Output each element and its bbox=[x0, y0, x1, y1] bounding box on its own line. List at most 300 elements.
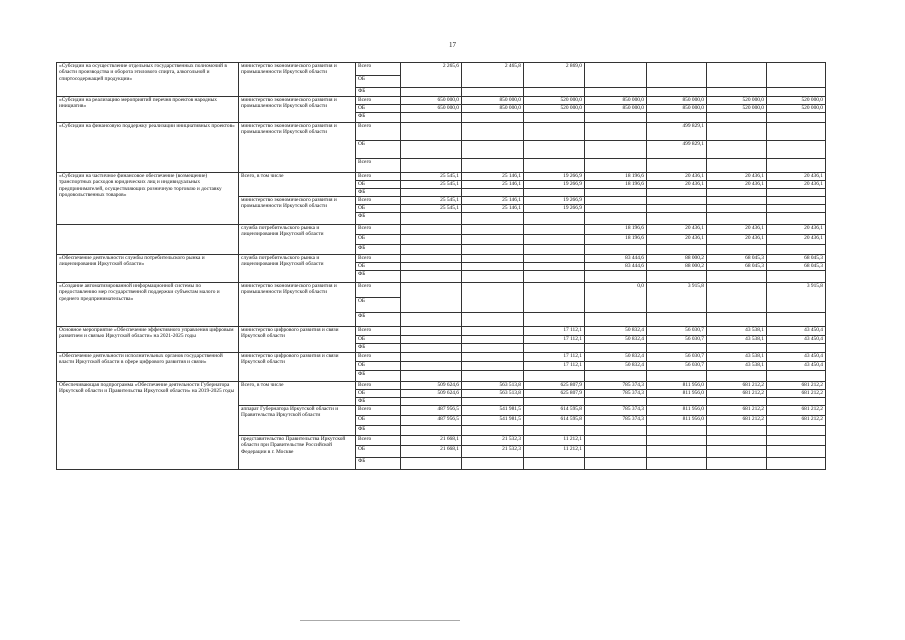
amount-cell-year-7: 681 212,2 bbox=[767, 416, 826, 426]
amount-cell-year-7 bbox=[767, 271, 826, 283]
amount-cell-year-3: 520 000,0 bbox=[524, 97, 585, 105]
measure-name-cell: «Обеспечение деятельности исполнительных органов государственной власти Иркутской области в сфере цифрового развития и связи» bbox=[57, 353, 239, 382]
funding-source-cell: ОБ bbox=[356, 141, 401, 159]
funding-source-cell: Всего bbox=[356, 197, 401, 205]
amount-cell-year-4 bbox=[585, 436, 647, 446]
amount-cell-year-4: 785 374,3 bbox=[585, 390, 647, 398]
amount-cell-year-3 bbox=[524, 371, 585, 382]
executor-cell: аппарат Губернатора Иркутской области и Правительства Иркутской области bbox=[239, 406, 356, 436]
table-row bbox=[57, 225, 826, 235]
amount-cell-year-2 bbox=[462, 159, 524, 173]
amount-cell-year-6: 520 000,0 bbox=[707, 97, 767, 105]
amount-cell-year-3 bbox=[524, 141, 585, 159]
amount-cell-year-3 bbox=[524, 123, 585, 141]
amount-cell-year-5 bbox=[647, 426, 707, 436]
amount-cell-year-1 bbox=[401, 426, 462, 436]
amount-cell-year-5 bbox=[647, 245, 707, 255]
amount-cell-year-1: 25 545,1 bbox=[401, 173, 462, 181]
amount-cell-year-7 bbox=[767, 197, 826, 205]
funding-source-cell: ОБ bbox=[356, 416, 401, 426]
amount-cell-year-5: 88 000,2 bbox=[647, 255, 707, 263]
amount-cell-year-1 bbox=[401, 371, 462, 382]
amount-cell-year-4 bbox=[585, 458, 647, 470]
amount-cell-year-5 bbox=[647, 344, 707, 353]
amount-cell-year-6 bbox=[707, 159, 767, 173]
amount-cell-year-1 bbox=[401, 362, 462, 371]
table-row bbox=[57, 173, 826, 181]
measure-name-cell: «Создание автоматизированной информационной системы по предоставлению мер государственной поддержки субъектам малого и среднего предпринимательства» bbox=[57, 283, 239, 327]
amount-cell-year-5: 850 000,0 bbox=[647, 105, 707, 113]
executor-cell: министерство экономического развития и промышленности Иркутской области bbox=[239, 123, 356, 173]
amount-cell-year-6 bbox=[707, 344, 767, 353]
amount-cell-year-6 bbox=[707, 213, 767, 225]
amount-cell-year-1 bbox=[401, 336, 462, 344]
amount-cell-year-6: 43 538,1 bbox=[707, 353, 767, 362]
amount-cell-year-7 bbox=[767, 159, 826, 173]
amount-cell-year-2: 563 513,8 bbox=[462, 382, 524, 390]
measure-name-cell: «Субсидии на осуществление отдельных государственных полномочий в области производства и оборота этилового спирта, алкогольной и спиртосодержащей продукции» bbox=[57, 63, 239, 97]
table-row bbox=[57, 255, 826, 263]
amount-cell-year-1 bbox=[401, 141, 462, 159]
amount-cell-year-5: 20 436,1 bbox=[647, 173, 707, 181]
amount-cell-year-7 bbox=[767, 88, 826, 97]
amount-cell-year-5: 56 030,7 bbox=[647, 336, 707, 344]
budget-table-body bbox=[57, 63, 826, 470]
amount-cell-year-1 bbox=[401, 283, 462, 313]
amount-cell-year-7: 68 045,3 bbox=[767, 263, 826, 271]
funding-source-cell: ФБ bbox=[356, 313, 401, 327]
amount-cell-year-1: 21 668,1 bbox=[401, 446, 462, 458]
amount-cell-year-2 bbox=[462, 336, 524, 344]
table-row bbox=[57, 327, 826, 336]
amount-cell-year-1: 509 624,6 bbox=[401, 382, 462, 390]
amount-cell-year-4: 850 000,0 bbox=[585, 97, 647, 105]
amount-cell-year-4 bbox=[585, 213, 647, 225]
funding-source-cell: ФБ bbox=[356, 458, 401, 470]
amount-cell-year-4 bbox=[585, 398, 647, 406]
amount-cell-year-6 bbox=[707, 313, 767, 327]
amount-cell-year-3 bbox=[524, 398, 585, 406]
amount-cell-year-3: 19 266,9 bbox=[524, 205, 585, 213]
table-row bbox=[57, 283, 826, 298]
amount-cell-year-1 bbox=[401, 225, 462, 235]
amount-cell-year-4: 83 444,6 bbox=[585, 255, 647, 263]
amount-cell-year-7 bbox=[767, 141, 826, 159]
amount-cell-year-3: 625 807,9 bbox=[524, 390, 585, 398]
amount-cell-year-2 bbox=[462, 189, 524, 197]
executor-cell: министерство экономического развития и промышленности Иркутской области bbox=[239, 283, 356, 327]
executor-cell: представительство Правительства Иркутской области при Правительстве Российской Федерации в г. Москве bbox=[239, 436, 356, 470]
amount-cell-year-1 bbox=[401, 344, 462, 353]
amount-cell-year-2 bbox=[462, 225, 524, 235]
amount-cell-year-6 bbox=[707, 436, 767, 446]
amount-cell-year-4 bbox=[585, 371, 647, 382]
measure-name-cell: «Субсидии на частичное финансовое обеспечение (возмещение) транспортных расходов юридических лиц и индивидуальных предпринимателей, осуществляющих розничную торговлю и доставку продовольственных товаров» bbox=[57, 173, 239, 225]
amount-cell-year-1 bbox=[401, 271, 462, 283]
amount-cell-year-7: 43 450,4 bbox=[767, 353, 826, 362]
funding-source-cell: ОБ bbox=[356, 336, 401, 344]
amount-cell-year-5 bbox=[647, 159, 707, 173]
amount-cell-year-6 bbox=[707, 141, 767, 159]
amount-cell-year-4 bbox=[585, 88, 647, 97]
amount-cell-year-2 bbox=[462, 141, 524, 159]
amount-cell-year-6 bbox=[707, 197, 767, 205]
funding-source-cell: ОБ bbox=[356, 390, 401, 398]
amount-cell-year-6: 681 212,2 bbox=[707, 382, 767, 390]
amount-cell-year-7: 43 450,4 bbox=[767, 336, 826, 344]
amount-cell-year-6: 68 045,3 bbox=[707, 263, 767, 271]
amount-cell-year-4: 0,0 bbox=[585, 283, 647, 313]
amount-cell-year-1: 650 000,0 bbox=[401, 105, 462, 113]
funding-source-cell: Всего bbox=[356, 436, 401, 446]
amount-cell-year-4 bbox=[585, 123, 647, 141]
amount-cell-year-1 bbox=[401, 189, 462, 197]
amount-cell-year-2 bbox=[462, 213, 524, 225]
amount-cell-year-3: 17 112,1 bbox=[524, 353, 585, 362]
amount-cell-year-1 bbox=[401, 88, 462, 97]
amount-cell-year-3: 17 112,1 bbox=[524, 336, 585, 344]
scan-artifact-line bbox=[300, 620, 460, 621]
table-row bbox=[57, 123, 826, 141]
amount-cell-year-5 bbox=[647, 458, 707, 470]
funding-source-cell: ОБ bbox=[356, 298, 401, 313]
amount-cell-year-6: 20 436,1 bbox=[707, 181, 767, 189]
amount-cell-year-5: 56 030,7 bbox=[647, 327, 707, 336]
amount-cell-year-7: 20 436,1 bbox=[767, 225, 826, 235]
amount-cell-year-7: 681 212,2 bbox=[767, 406, 826, 416]
measure-name-cell: «Обеспечение деятельности службы потребительского рынка и лицензирования Иркутской области» bbox=[57, 255, 239, 283]
amount-cell-year-6 bbox=[707, 398, 767, 406]
executor-cell: министерство экономического развития и промышленности Иркутской области bbox=[239, 97, 356, 123]
amount-cell-year-5: 20 436,1 bbox=[647, 181, 707, 189]
amount-cell-year-4 bbox=[585, 189, 647, 197]
executor-cell: Всего, в том числе bbox=[239, 173, 356, 197]
amount-cell-year-1: 650 000,0 bbox=[401, 97, 462, 105]
amount-cell-year-4 bbox=[585, 426, 647, 436]
amount-cell-year-7 bbox=[767, 398, 826, 406]
amount-cell-year-1: 25 545,1 bbox=[401, 205, 462, 213]
amount-cell-year-7 bbox=[767, 245, 826, 255]
amount-cell-year-7: 681 212,2 bbox=[767, 390, 826, 398]
amount-cell-year-5 bbox=[647, 63, 707, 88]
amount-cell-year-7 bbox=[767, 189, 826, 197]
amount-cell-year-3 bbox=[524, 159, 585, 173]
amount-cell-year-3 bbox=[524, 426, 585, 436]
amount-cell-year-6 bbox=[707, 63, 767, 88]
executor-cell: министерство экономического развития и промышленности Иркутской области bbox=[239, 197, 356, 225]
amount-cell-year-7 bbox=[767, 436, 826, 446]
amount-cell-year-7 bbox=[767, 113, 826, 123]
amount-cell-year-1 bbox=[401, 398, 462, 406]
amount-cell-year-4: 785 374,3 bbox=[585, 406, 647, 416]
amount-cell-year-5: 850 000,0 bbox=[647, 97, 707, 105]
amount-cell-year-6: 43 538,1 bbox=[707, 336, 767, 344]
amount-cell-year-7: 3 915,8 bbox=[767, 283, 826, 313]
page-number: 17 bbox=[449, 41, 456, 49]
amount-cell-year-1 bbox=[401, 255, 462, 263]
amount-cell-year-2: 25 146,1 bbox=[462, 173, 524, 181]
amount-cell-year-5 bbox=[647, 371, 707, 382]
amount-cell-year-3 bbox=[524, 225, 585, 235]
amount-cell-year-2 bbox=[462, 88, 524, 97]
amount-cell-year-5: 20 436,1 bbox=[647, 225, 707, 235]
executor-cell: Всего, в том числе bbox=[239, 382, 356, 406]
amount-cell-year-5 bbox=[647, 313, 707, 327]
amount-cell-year-4 bbox=[585, 313, 647, 327]
amount-cell-year-7 bbox=[767, 446, 826, 458]
amount-cell-year-2: 2 465,8 bbox=[462, 63, 524, 88]
funding-source-cell: Всего bbox=[356, 283, 401, 298]
amount-cell-year-2: 21 532,3 bbox=[462, 446, 524, 458]
amount-cell-year-4: 18 196,6 bbox=[585, 181, 647, 189]
amount-cell-year-6 bbox=[707, 283, 767, 313]
amount-cell-year-1: 487 956,5 bbox=[401, 416, 462, 426]
amount-cell-year-7: 20 436,1 bbox=[767, 181, 826, 189]
amount-cell-year-7 bbox=[767, 213, 826, 225]
amount-cell-year-4 bbox=[585, 159, 647, 173]
amount-cell-year-3 bbox=[524, 245, 585, 255]
measure-name-cell: «Субсидии на реализацию мероприятий перечня проектов народных инициатив» bbox=[57, 97, 239, 123]
amount-cell-year-3 bbox=[524, 113, 585, 123]
amount-cell-year-4: 50 832,4 bbox=[585, 327, 647, 336]
amount-cell-year-4: 785 374,3 bbox=[585, 382, 647, 390]
amount-cell-year-5 bbox=[647, 197, 707, 205]
executor-cell: служба потребительского рынка и лицензирования Иркутской области bbox=[239, 225, 356, 255]
amount-cell-year-2 bbox=[462, 283, 524, 313]
amount-cell-year-6 bbox=[707, 446, 767, 458]
amount-cell-year-2: 541 981,5 bbox=[462, 406, 524, 416]
budget-table-wrapper bbox=[56, 62, 825, 470]
amount-cell-year-5: 811 956,0 bbox=[647, 382, 707, 390]
funding-source-cell: ОБ bbox=[356, 181, 401, 189]
amount-cell-year-3: 19 266,9 bbox=[524, 181, 585, 189]
funding-source-cell: ОБ bbox=[356, 235, 401, 245]
amount-cell-year-3 bbox=[524, 88, 585, 97]
amount-cell-year-5: 3 915,8 bbox=[647, 283, 707, 313]
amount-cell-year-1: 21 668,1 bbox=[401, 436, 462, 446]
funding-source-cell: ФБ bbox=[356, 88, 401, 97]
table-row bbox=[57, 382, 826, 390]
measure-name-cell: Обеспечивающая подпрограмма «Обеспечение деятельности Губернатора Иркутской области и Правительства Иркутской области» на 2019-2025 годы bbox=[57, 382, 239, 470]
amount-cell-year-3: 11 212,1 bbox=[524, 446, 585, 458]
funding-source-cell: Всего bbox=[356, 123, 401, 141]
measure-name-cell: Основное мероприятие «Обеспечение эффективного управления цифровым развитием и связью Иркутской области» на 2021-2025 годы bbox=[57, 327, 239, 353]
amount-cell-year-4 bbox=[585, 205, 647, 213]
amount-cell-year-1 bbox=[401, 235, 462, 245]
amount-cell-year-3 bbox=[524, 213, 585, 225]
amount-cell-year-2 bbox=[462, 235, 524, 245]
amount-cell-year-2: 25 146,1 bbox=[462, 205, 524, 213]
amount-cell-year-1 bbox=[401, 213, 462, 225]
amount-cell-year-3: 17 112,1 bbox=[524, 362, 585, 371]
funding-source-cell: ФБ bbox=[356, 371, 401, 382]
amount-cell-year-7: 68 045,3 bbox=[767, 255, 826, 263]
funding-source-cell: Всего bbox=[356, 255, 401, 263]
amount-cell-year-5: 56 030,7 bbox=[647, 353, 707, 362]
amount-cell-year-5 bbox=[647, 213, 707, 225]
amount-cell-year-5: 811 956,0 bbox=[647, 390, 707, 398]
amount-cell-year-1 bbox=[401, 113, 462, 123]
amount-cell-year-1 bbox=[401, 245, 462, 255]
amount-cell-year-5 bbox=[647, 398, 707, 406]
amount-cell-year-2: 25 146,1 bbox=[462, 181, 524, 189]
amount-cell-year-4 bbox=[585, 271, 647, 283]
amount-cell-year-2 bbox=[462, 313, 524, 327]
amount-cell-year-4: 50 832,4 bbox=[585, 353, 647, 362]
amount-cell-year-2 bbox=[462, 327, 524, 336]
amount-cell-year-3 bbox=[524, 263, 585, 271]
amount-cell-year-1 bbox=[401, 159, 462, 173]
funding-source-cell: ОБ bbox=[356, 205, 401, 213]
amount-cell-year-6: 68 045,3 bbox=[707, 255, 767, 263]
amount-cell-year-7: 20 436,1 bbox=[767, 235, 826, 245]
amount-cell-year-6 bbox=[707, 458, 767, 470]
amount-cell-year-5: 56 030,7 bbox=[647, 362, 707, 371]
funding-source-cell: ОБ bbox=[356, 446, 401, 458]
amount-cell-year-5 bbox=[647, 205, 707, 213]
amount-cell-year-3: 17 112,1 bbox=[524, 327, 585, 336]
amount-cell-year-7 bbox=[767, 63, 826, 88]
amount-cell-year-4 bbox=[585, 245, 647, 255]
amount-cell-year-4: 83 444,6 bbox=[585, 263, 647, 271]
amount-cell-year-7: 43 450,4 bbox=[767, 362, 826, 371]
amount-cell-year-6: 43 538,1 bbox=[707, 362, 767, 371]
funding-source-cell: Всего bbox=[356, 353, 401, 362]
funding-source-cell: Всего bbox=[356, 159, 401, 173]
amount-cell-year-6: 20 436,1 bbox=[707, 235, 767, 245]
amount-cell-year-3 bbox=[524, 313, 585, 327]
amount-cell-year-5 bbox=[647, 271, 707, 283]
amount-cell-year-2 bbox=[462, 255, 524, 263]
amount-cell-year-1 bbox=[401, 123, 462, 141]
funding-source-cell: ОБ bbox=[356, 362, 401, 371]
amount-cell-year-2 bbox=[462, 271, 524, 283]
amount-cell-year-3 bbox=[524, 189, 585, 197]
amount-cell-year-1: 2 265,6 bbox=[401, 63, 462, 88]
amount-cell-year-4: 785 374,3 bbox=[585, 416, 647, 426]
amount-cell-year-3 bbox=[524, 235, 585, 245]
amount-cell-year-7: 43 450,4 bbox=[767, 327, 826, 336]
funding-source-cell: ФБ bbox=[356, 426, 401, 436]
amount-cell-year-3: 614 595,8 bbox=[524, 416, 585, 426]
amount-cell-year-1: 25 545,1 bbox=[401, 181, 462, 189]
amount-cell-year-5: 811 956,0 bbox=[647, 406, 707, 416]
measure-name-cell bbox=[57, 225, 239, 255]
amount-cell-year-5 bbox=[647, 88, 707, 97]
amount-cell-year-4: 850 000,0 bbox=[585, 105, 647, 113]
amount-cell-year-4: 18 196,6 bbox=[585, 225, 647, 235]
amount-cell-year-5: 811 956,0 bbox=[647, 416, 707, 426]
amount-cell-year-6 bbox=[707, 371, 767, 382]
table-row bbox=[57, 63, 826, 76]
amount-cell-year-2 bbox=[462, 263, 524, 271]
funding-source-cell: ФБ bbox=[356, 245, 401, 255]
amount-cell-year-4 bbox=[585, 63, 647, 88]
amount-cell-year-2: 541 981,5 bbox=[462, 416, 524, 426]
amount-cell-year-6: 681 212,2 bbox=[707, 416, 767, 426]
table-row bbox=[57, 97, 826, 105]
funding-source-cell: ФБ bbox=[356, 189, 401, 197]
amount-cell-year-6 bbox=[707, 88, 767, 97]
table-row bbox=[57, 353, 826, 362]
funding-source-cell: Всего bbox=[356, 63, 401, 76]
funding-source-cell: ФБ bbox=[356, 213, 401, 225]
funding-source-cell: Всего bbox=[356, 173, 401, 181]
amount-cell-year-6 bbox=[707, 426, 767, 436]
amount-cell-year-5: 499 829,1 bbox=[647, 123, 707, 141]
amount-cell-year-6 bbox=[707, 189, 767, 197]
amount-cell-year-2 bbox=[462, 371, 524, 382]
funding-source-cell: Всего bbox=[356, 382, 401, 390]
funding-source-cell: ФБ bbox=[356, 113, 401, 123]
amount-cell-year-7 bbox=[767, 426, 826, 436]
amount-cell-year-4: 18 196,6 bbox=[585, 173, 647, 181]
amount-cell-year-7: 681 212,2 bbox=[767, 382, 826, 390]
amount-cell-year-5: 20 436,1 bbox=[647, 235, 707, 245]
amount-cell-year-4 bbox=[585, 197, 647, 205]
amount-cell-year-3: 614 595,8 bbox=[524, 406, 585, 416]
amount-cell-year-6 bbox=[707, 271, 767, 283]
funding-source-cell: ОБ bbox=[356, 263, 401, 271]
amount-cell-year-7 bbox=[767, 123, 826, 141]
funding-source-cell: ФБ bbox=[356, 271, 401, 283]
funding-source-cell: Всего bbox=[356, 97, 401, 105]
amount-cell-year-2 bbox=[462, 353, 524, 362]
funding-source-cell: ОБ bbox=[356, 105, 401, 113]
amount-cell-year-1: 509 624,6 bbox=[401, 390, 462, 398]
amount-cell-year-6: 681 212,2 bbox=[707, 406, 767, 416]
amount-cell-year-7 bbox=[767, 344, 826, 353]
amount-cell-year-3: 2 869,0 bbox=[524, 63, 585, 88]
amount-cell-year-3 bbox=[524, 344, 585, 353]
executor-cell: министерство цифрового развития и связи Иркутской области bbox=[239, 353, 356, 382]
amount-cell-year-5 bbox=[647, 189, 707, 197]
amount-cell-year-2 bbox=[462, 362, 524, 371]
amount-cell-year-3: 19 266,9 bbox=[524, 173, 585, 181]
measure-name-cell: «Субсидии на финансовую поддержку реализации инициативных проектов» bbox=[57, 123, 239, 173]
amount-cell-year-6 bbox=[707, 245, 767, 255]
executor-cell: министерство экономического развития и промышленности Иркутской области bbox=[239, 63, 356, 97]
amount-cell-year-6: 681 212,2 bbox=[707, 390, 767, 398]
amount-cell-year-3: 11 212,1 bbox=[524, 436, 585, 446]
amount-cell-year-3: 520 000,0 bbox=[524, 105, 585, 113]
amount-cell-year-7 bbox=[767, 458, 826, 470]
amount-cell-year-6 bbox=[707, 113, 767, 123]
amount-cell-year-7: 520 000,0 bbox=[767, 97, 826, 105]
amount-cell-year-6: 20 436,1 bbox=[707, 173, 767, 181]
funding-source-cell: ФБ bbox=[356, 398, 401, 406]
amount-cell-year-4: 50 832,4 bbox=[585, 362, 647, 371]
amount-cell-year-7 bbox=[767, 371, 826, 382]
amount-cell-year-2 bbox=[462, 123, 524, 141]
amount-cell-year-5 bbox=[647, 436, 707, 446]
funding-source-cell: Всего bbox=[356, 327, 401, 336]
amount-cell-year-7 bbox=[767, 313, 826, 327]
executor-cell: служба потребительского рынка и лицензирования Иркутской области bbox=[239, 255, 356, 283]
amount-cell-year-2 bbox=[462, 398, 524, 406]
amount-cell-year-3 bbox=[524, 283, 585, 313]
amount-cell-year-1 bbox=[401, 458, 462, 470]
amount-cell-year-2: 850 000,0 bbox=[462, 97, 524, 105]
amount-cell-year-3: 625 807,9 bbox=[524, 382, 585, 390]
amount-cell-year-5: 88 000,2 bbox=[647, 263, 707, 271]
amount-cell-year-2: 25 146,1 bbox=[462, 197, 524, 205]
funding-source-cell: ФБ bbox=[356, 344, 401, 353]
amount-cell-year-7: 20 436,1 bbox=[767, 173, 826, 181]
amount-cell-year-1 bbox=[401, 263, 462, 271]
amount-cell-year-4 bbox=[585, 113, 647, 123]
amount-cell-year-5 bbox=[647, 113, 707, 123]
